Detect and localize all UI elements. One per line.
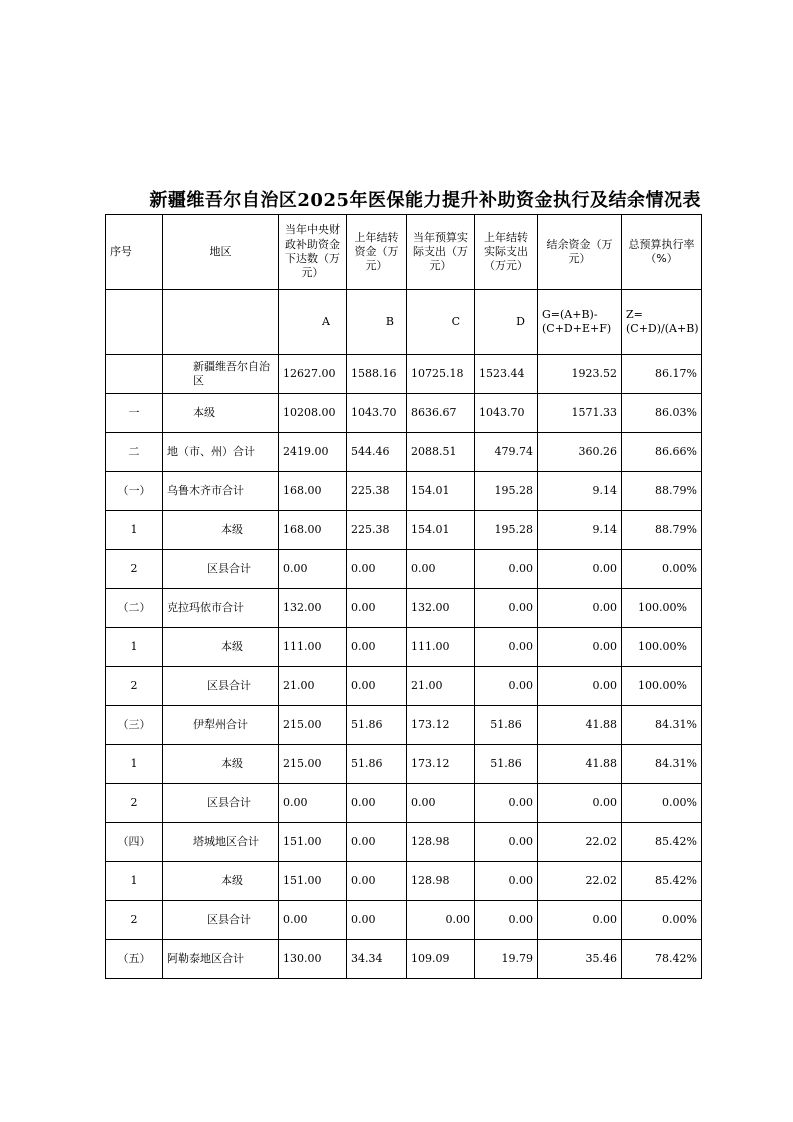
row-region: 本级 bbox=[163, 511, 279, 550]
row-value-a: 0.00 bbox=[279, 550, 347, 589]
row-value-a: 111.00 bbox=[279, 628, 347, 667]
row-value-b: 544.46 bbox=[347, 433, 407, 472]
row-value-g: 0.00 bbox=[538, 667, 622, 706]
formula-b: B bbox=[347, 290, 407, 355]
row-value-b: 0.00 bbox=[347, 901, 407, 940]
row-value-z: 0.00% bbox=[622, 784, 702, 823]
table-row bbox=[106, 355, 702, 394]
row-value-z: 84.31% bbox=[622, 706, 702, 745]
funds-table bbox=[105, 214, 702, 979]
table-body bbox=[106, 355, 702, 979]
row-seq: 2 bbox=[106, 550, 163, 589]
table-row bbox=[106, 706, 702, 745]
row-region: 伊犁州合计 bbox=[163, 706, 279, 745]
header-col-c: 当年预算实际支出（万元） bbox=[407, 215, 475, 290]
row-value-c: 109.09 bbox=[407, 940, 475, 979]
row-value-a: 130.00 bbox=[279, 940, 347, 979]
row-value-d: 0.00 bbox=[475, 550, 538, 589]
row-value-b: 1043.70 bbox=[347, 394, 407, 433]
row-seq: 1 bbox=[106, 745, 163, 784]
formula-region-cell bbox=[163, 290, 279, 355]
row-value-b: 0.00 bbox=[347, 589, 407, 628]
row-value-g: 41.88 bbox=[538, 745, 622, 784]
header-col-d: 上年结转实际支出（万元） bbox=[475, 215, 538, 290]
row-value-b: 51.86 bbox=[347, 745, 407, 784]
row-value-b: 0.00 bbox=[347, 628, 407, 667]
row-value-c: 0.00 bbox=[407, 550, 475, 589]
formula-d: D bbox=[475, 290, 538, 355]
row-value-c: 154.01 bbox=[407, 511, 475, 550]
formula-c: C bbox=[407, 290, 475, 355]
row-value-d: 0.00 bbox=[475, 784, 538, 823]
row-value-z: 84.31% bbox=[622, 745, 702, 784]
row-value-c: 132.00 bbox=[407, 589, 475, 628]
row-value-c: 173.12 bbox=[407, 706, 475, 745]
row-value-a: 10208.00 bbox=[279, 394, 347, 433]
row-seq: 1 bbox=[106, 862, 163, 901]
formula-a: A bbox=[279, 290, 347, 355]
row-value-d: 479.74 bbox=[475, 433, 538, 472]
row-seq: 一 bbox=[106, 394, 163, 433]
table-row bbox=[106, 394, 702, 433]
row-value-d: 1523.44 bbox=[475, 355, 538, 394]
table-row bbox=[106, 940, 702, 979]
row-value-a: 168.00 bbox=[279, 472, 347, 511]
row-value-b: 225.38 bbox=[347, 472, 407, 511]
table-row bbox=[106, 784, 702, 823]
row-region: 塔城地区合计 bbox=[163, 823, 279, 862]
formula-seq-cell bbox=[106, 290, 163, 355]
row-value-z: 86.17% bbox=[622, 355, 702, 394]
row-region: 区县合计 bbox=[163, 901, 279, 940]
row-value-g: 22.02 bbox=[538, 823, 622, 862]
row-value-b: 1588.16 bbox=[347, 355, 407, 394]
row-value-g: 41.88 bbox=[538, 706, 622, 745]
row-value-b: 0.00 bbox=[347, 784, 407, 823]
row-value-g: 0.00 bbox=[538, 784, 622, 823]
row-value-z: 100.00% bbox=[622, 628, 702, 667]
row-value-a: 12627.00 bbox=[279, 355, 347, 394]
row-value-g: 0.00 bbox=[538, 589, 622, 628]
row-value-d: 19.79 bbox=[475, 940, 538, 979]
row-value-c: 173.12 bbox=[407, 745, 475, 784]
row-seq: 1 bbox=[106, 511, 163, 550]
row-value-a: 151.00 bbox=[279, 862, 347, 901]
formula-z: Z=(C+D)/(A+B) bbox=[622, 290, 702, 355]
row-value-c: 10725.18 bbox=[407, 355, 475, 394]
row-value-d: 0.00 bbox=[475, 862, 538, 901]
row-value-c: 128.98 bbox=[407, 862, 475, 901]
row-value-g: 9.14 bbox=[538, 511, 622, 550]
table-row bbox=[106, 628, 702, 667]
row-value-b: 34.34 bbox=[347, 940, 407, 979]
row-region: 新疆维吾尔自治区 bbox=[163, 355, 279, 394]
row-value-d: 0.00 bbox=[475, 823, 538, 862]
row-value-c: 21.00 bbox=[407, 667, 475, 706]
row-value-c: 0.00 bbox=[407, 784, 475, 823]
row-value-d: 195.28 bbox=[475, 511, 538, 550]
row-value-z: 0.00% bbox=[622, 901, 702, 940]
row-value-z: 85.42% bbox=[622, 862, 702, 901]
row-value-a: 215.00 bbox=[279, 745, 347, 784]
formula-row bbox=[106, 290, 702, 355]
row-region: 地（市、州）合计 bbox=[163, 433, 279, 472]
row-value-d: 1043.70 bbox=[475, 394, 538, 433]
table-row bbox=[106, 511, 702, 550]
row-value-d: 195.28 bbox=[475, 472, 538, 511]
row-value-d: 51.86 bbox=[475, 745, 538, 784]
row-value-a: 0.00 bbox=[279, 901, 347, 940]
row-value-z: 86.03% bbox=[622, 394, 702, 433]
row-value-z: 100.00% bbox=[622, 589, 702, 628]
row-value-c: 154.01 bbox=[407, 472, 475, 511]
row-region: 本级 bbox=[163, 862, 279, 901]
header-row bbox=[106, 215, 702, 290]
table-row bbox=[106, 667, 702, 706]
row-value-a: 132.00 bbox=[279, 589, 347, 628]
row-value-z: 100.00% bbox=[622, 667, 702, 706]
formula-g: G=(A+B)-(C+D+E+F) bbox=[538, 290, 622, 355]
row-value-g: 0.00 bbox=[538, 901, 622, 940]
row-value-g: 1571.33 bbox=[538, 394, 622, 433]
table-row bbox=[106, 550, 702, 589]
row-region: 区县合计 bbox=[163, 784, 279, 823]
header-col-z: 总预算执行率（%） bbox=[622, 215, 702, 290]
row-value-g: 35.46 bbox=[538, 940, 622, 979]
row-value-c: 2088.51 bbox=[407, 433, 475, 472]
row-value-c: 128.98 bbox=[407, 823, 475, 862]
table-row bbox=[106, 745, 702, 784]
row-value-a: 0.00 bbox=[279, 784, 347, 823]
row-seq: 1 bbox=[106, 628, 163, 667]
row-region: 阿勒泰地区合计 bbox=[163, 940, 279, 979]
table-row bbox=[106, 433, 702, 472]
table-row bbox=[106, 823, 702, 862]
row-value-b: 0.00 bbox=[347, 862, 407, 901]
table-row bbox=[106, 901, 702, 940]
row-value-d: 0.00 bbox=[475, 589, 538, 628]
row-value-d: 51.86 bbox=[475, 706, 538, 745]
row-value-d: 0.00 bbox=[475, 667, 538, 706]
row-seq: （四） bbox=[106, 823, 163, 862]
row-value-g: 360.26 bbox=[538, 433, 622, 472]
row-region: 克拉玛依市合计 bbox=[163, 589, 279, 628]
row-region: 区县合计 bbox=[163, 667, 279, 706]
table-row bbox=[106, 862, 702, 901]
header-col-g: 结余资金（万元） bbox=[538, 215, 622, 290]
row-seq: （三） bbox=[106, 706, 163, 745]
row-seq: 2 bbox=[106, 784, 163, 823]
row-value-a: 151.00 bbox=[279, 823, 347, 862]
row-value-c: 8636.67 bbox=[407, 394, 475, 433]
row-value-b: 0.00 bbox=[347, 823, 407, 862]
row-value-z: 0.00% bbox=[622, 550, 702, 589]
row-value-b: 51.86 bbox=[347, 706, 407, 745]
row-region: 本级 bbox=[163, 628, 279, 667]
row-value-z: 78.42% bbox=[622, 940, 702, 979]
row-seq: 2 bbox=[106, 901, 163, 940]
row-value-a: 215.00 bbox=[279, 706, 347, 745]
row-value-g: 22.02 bbox=[538, 862, 622, 901]
row-value-c: 111.00 bbox=[407, 628, 475, 667]
row-seq bbox=[106, 355, 163, 394]
row-region: 乌鲁木齐市合计 bbox=[163, 472, 279, 511]
row-value-a: 2419.00 bbox=[279, 433, 347, 472]
row-value-a: 168.00 bbox=[279, 511, 347, 550]
row-seq: 二 bbox=[106, 433, 163, 472]
row-value-d: 0.00 bbox=[475, 901, 538, 940]
row-region: 区县合计 bbox=[163, 550, 279, 589]
row-value-z: 88.79% bbox=[622, 511, 702, 550]
row-value-d: 0.00 bbox=[475, 628, 538, 667]
row-seq: 2 bbox=[106, 667, 163, 706]
row-value-b: 0.00 bbox=[347, 550, 407, 589]
header-col-b: 上年结转资金（万元） bbox=[347, 215, 407, 290]
row-value-g: 0.00 bbox=[538, 550, 622, 589]
header-seq: 序号 bbox=[106, 215, 163, 290]
header-region: 地区 bbox=[163, 215, 279, 290]
row-seq: （二） bbox=[106, 589, 163, 628]
row-seq: （一） bbox=[106, 472, 163, 511]
row-value-b: 225.38 bbox=[347, 511, 407, 550]
row-value-z: 86.66% bbox=[622, 433, 702, 472]
row-value-a: 21.00 bbox=[279, 667, 347, 706]
row-value-z: 85.42% bbox=[622, 823, 702, 862]
row-region: 本级 bbox=[163, 745, 279, 784]
row-value-g: 9.14 bbox=[538, 472, 622, 511]
header-col-a: 当年中央财政补助资金下达数（万元） bbox=[279, 215, 347, 290]
row-value-z: 88.79% bbox=[622, 472, 702, 511]
row-seq: （五） bbox=[106, 940, 163, 979]
table-row bbox=[106, 472, 702, 511]
table-row bbox=[106, 589, 702, 628]
page-title: 新疆维吾尔自治区2025年医保能力提升补助资金执行及结余情况表 bbox=[149, 190, 701, 211]
row-value-c: 0.00 bbox=[407, 901, 475, 940]
row-region: 本级 bbox=[163, 394, 279, 433]
row-value-b: 0.00 bbox=[347, 667, 407, 706]
row-value-g: 0.00 bbox=[538, 628, 622, 667]
row-value-g: 1923.52 bbox=[538, 355, 622, 394]
